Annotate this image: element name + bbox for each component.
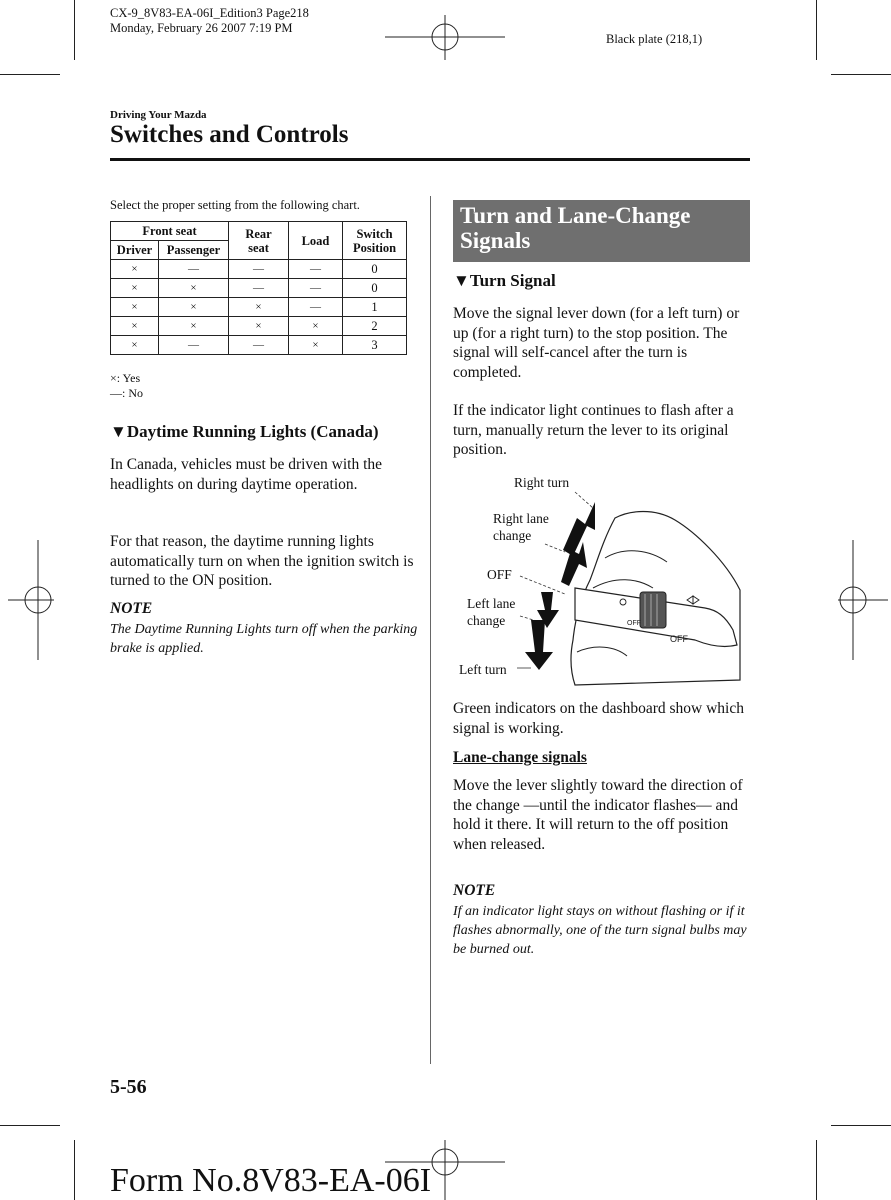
table-header-switch-line1: Switch bbox=[356, 226, 393, 241]
label-left-lane-line1: Left lane bbox=[467, 596, 516, 611]
table-header-rear-seat bbox=[229, 222, 289, 260]
table-cell: × bbox=[111, 336, 159, 355]
table-header-rear-seat-line1: Rear bbox=[245, 226, 272, 241]
label-right-lane-line1: Right lane bbox=[493, 511, 549, 526]
table-row bbox=[111, 298, 407, 317]
lever-illustration bbox=[455, 470, 755, 690]
crop-mark bbox=[816, 1140, 817, 1200]
drl-note-text: The Daytime Running Lights turn off when the parking brake is applied. bbox=[110, 622, 418, 656]
table-row bbox=[111, 336, 407, 355]
table-cell: × bbox=[159, 298, 229, 317]
turn-signal-paragraph-2: If the indicator light continues to flash after a turn, manually return the lever to its original position. bbox=[453, 402, 734, 458]
green-indicators-paragraph: Green indicators on the dashboard show which signal is working. bbox=[453, 700, 744, 737]
turn-note-heading: NOTE bbox=[453, 882, 496, 899]
registration-mark-left bbox=[8, 540, 54, 660]
drl-heading: ▼Daytime Running Lights (Canada) bbox=[110, 422, 379, 441]
table-cell: × bbox=[159, 317, 229, 336]
table-cell: 1 bbox=[343, 298, 407, 317]
lever-off-label-2: OFF bbox=[627, 620, 641, 627]
legend-yes: ×: Yes bbox=[110, 371, 141, 385]
crop-mark bbox=[74, 1140, 75, 1200]
section-banner bbox=[453, 200, 750, 262]
table-cell: — bbox=[159, 336, 229, 355]
label-left-turn: Left turn bbox=[459, 662, 507, 677]
table-cell: — bbox=[289, 260, 343, 279]
table-cell: 0 bbox=[343, 279, 407, 298]
turn-signal-lever-diagram bbox=[455, 470, 755, 690]
page-number: 5-56 bbox=[110, 1076, 147, 1098]
print-metadata-line1: CX-9_8V83-EA-06I_Edition3 Page218 bbox=[110, 6, 309, 20]
legend-no: —: No bbox=[110, 386, 143, 400]
table-cell: × bbox=[229, 317, 289, 336]
drl-paragraph-1: In Canada, vehicles must be driven with the headlights on during daytime operation. bbox=[110, 456, 383, 493]
banner-line-1: Turn and Lane-Change bbox=[460, 203, 691, 228]
table-cell: 3 bbox=[343, 336, 407, 355]
table-cell: × bbox=[111, 260, 159, 279]
title-rule bbox=[110, 158, 750, 161]
label-off: OFF bbox=[487, 567, 512, 582]
crop-mark bbox=[816, 0, 817, 60]
table-cell: × bbox=[289, 317, 343, 336]
table-cell: × bbox=[111, 279, 159, 298]
turn-note-text: If an indicator light stays on without flashing or if it flashes abnormally, one of the turn signal bulbs may be burned out. bbox=[453, 904, 747, 957]
table-cell: 2 bbox=[343, 317, 407, 336]
table-row bbox=[111, 317, 407, 336]
section-label: Driving Your Mazda bbox=[110, 109, 207, 121]
crop-mark bbox=[74, 0, 75, 60]
table-cell: × bbox=[111, 298, 159, 317]
chart-intro: Select the proper setting from the following chart. bbox=[110, 198, 360, 212]
crop-mark bbox=[0, 74, 60, 75]
table-cell: — bbox=[229, 260, 289, 279]
registration-mark-top bbox=[385, 15, 505, 60]
print-metadata-line2: Monday, February 26 2007 7:19 PM bbox=[110, 21, 293, 35]
table-legend bbox=[110, 371, 143, 401]
label-right-lane-line2: change bbox=[493, 528, 532, 543]
banner-line-2: Signals bbox=[460, 228, 531, 253]
table-header-switch-line2: Position bbox=[352, 240, 397, 255]
crop-mark bbox=[0, 1125, 60, 1126]
form-number: Form No.8V83-EA-06I bbox=[110, 1162, 432, 1199]
table-cell: — bbox=[229, 279, 289, 298]
table-header-driver: Driver bbox=[111, 241, 159, 260]
table-cell: × bbox=[289, 336, 343, 355]
table-header-passenger: Passenger bbox=[159, 241, 229, 260]
turn-signal-heading: ▼Turn Signal bbox=[453, 271, 556, 290]
table-cell: 0 bbox=[343, 260, 407, 279]
table-cell: × bbox=[111, 317, 159, 336]
table-header-front-seat: Front seat bbox=[111, 222, 229, 241]
table-header-switch-position bbox=[343, 222, 407, 260]
table-header-rear-seat-line2: seat bbox=[248, 240, 269, 255]
drl-note-heading: NOTE bbox=[110, 600, 153, 617]
drl-paragraph-2: For that reason, the daytime running lights automatically turn on when the ignition switch is turned to the ON position. bbox=[110, 533, 414, 589]
switch-position-table bbox=[110, 221, 407, 355]
table-header-load: Load bbox=[289, 222, 343, 260]
registration-mark-right bbox=[838, 540, 888, 660]
column-divider bbox=[430, 196, 431, 1064]
table-cell: × bbox=[229, 298, 289, 317]
turn-signal-paragraph-1: Move the signal lever down (for a left turn) or up (for a right turn) to the stop position. The signal will self-cancel after the turn is completed. bbox=[453, 305, 740, 381]
table-cell: — bbox=[229, 336, 289, 355]
page-title: Switches and Controls bbox=[110, 121, 349, 148]
print-metadata bbox=[110, 6, 309, 36]
lane-change-paragraph: Move the lever slightly toward the direction of the change ―until the indicator flashes― and hold it there. It will return to the off position when released. bbox=[453, 777, 743, 853]
table-cell: × bbox=[159, 279, 229, 298]
crop-mark bbox=[831, 1125, 891, 1126]
table-row bbox=[111, 260, 407, 279]
plate-label: Black plate (218,1) bbox=[606, 32, 703, 46]
table-cell: — bbox=[159, 260, 229, 279]
lane-change-heading: Lane-change signals bbox=[453, 749, 587, 766]
label-left-lane-line2: change bbox=[467, 613, 506, 628]
table-cell: — bbox=[289, 298, 343, 317]
table-row bbox=[111, 279, 407, 298]
table-cell: — bbox=[289, 279, 343, 298]
label-right-turn: Right turn bbox=[514, 475, 570, 490]
lever-off-label: OFF bbox=[670, 634, 688, 644]
crop-mark bbox=[831, 74, 891, 75]
